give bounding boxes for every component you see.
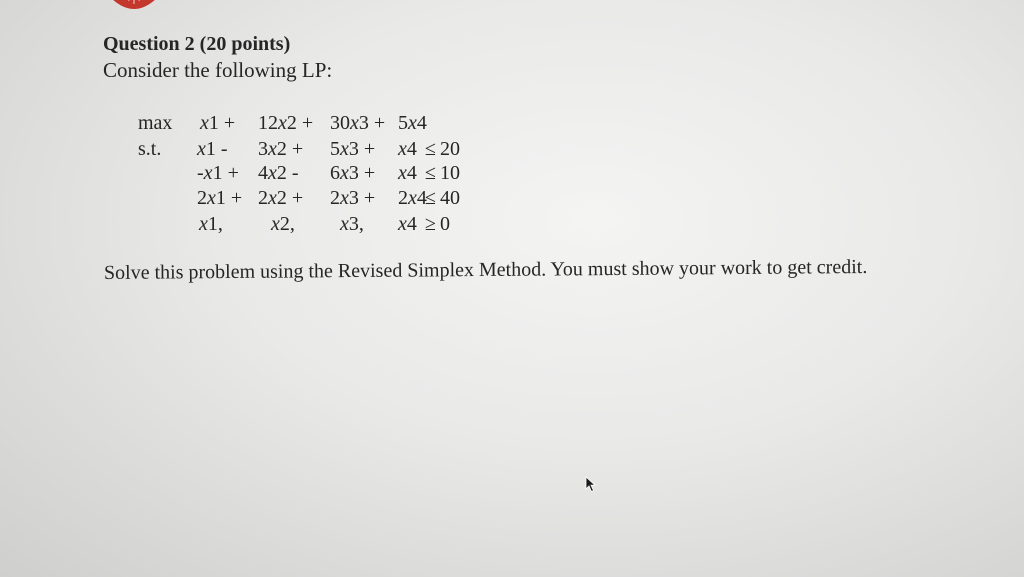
constraint-rhs: 20 bbox=[440, 138, 460, 160]
constraint-term: 6x3 + bbox=[330, 162, 376, 184]
question-title: Question 2 (20 points) bbox=[103, 33, 291, 55]
constraint-term: 4x2 - bbox=[258, 162, 299, 184]
nonnegativity-term: x3, bbox=[340, 213, 364, 235]
constraint-term: 2x3 + bbox=[330, 187, 376, 209]
nonnegativity-rhs: 0 bbox=[440, 213, 450, 235]
objective-term: 5x4 bbox=[398, 112, 427, 134]
subject-to-label: s.t. bbox=[138, 138, 162, 160]
question-intro: Consider the following LP: bbox=[103, 58, 333, 82]
objective-term: 30x3 + bbox=[330, 112, 386, 134]
mouse-cursor-icon bbox=[585, 476, 597, 493]
constraint-term: 3x2 + bbox=[258, 138, 304, 160]
relation-symbol: ≥ bbox=[425, 213, 436, 235]
nonnegativity-term: x4 bbox=[398, 213, 417, 235]
constraint-term: x1 - bbox=[197, 138, 228, 160]
relation-symbol: ≤ bbox=[425, 187, 436, 209]
instruction-text: Solve this problem using the Revised Simplex Method. You must show your work to get credit. bbox=[103, 256, 868, 284]
constraint-rhs: 10 bbox=[440, 162, 460, 184]
constraint-term: x4 bbox=[398, 162, 417, 184]
objective-term: x1 + bbox=[200, 112, 236, 134]
constraint-rhs: 40 bbox=[440, 187, 460, 209]
constraint-term: 2x4 bbox=[398, 187, 427, 209]
constraint-term: 2x1 + bbox=[197, 187, 243, 209]
relation-symbol: ≤ bbox=[425, 138, 436, 160]
university-logo-icon bbox=[103, 0, 165, 18]
relation-symbol: ≤ bbox=[425, 162, 436, 184]
nonnegativity-term: x1, bbox=[199, 213, 223, 235]
constraint-term: x4 bbox=[398, 138, 417, 160]
constraint-term: -x1 + bbox=[197, 162, 239, 184]
constraint-term: 2x2 + bbox=[258, 187, 304, 209]
constraint-term: 5x3 + bbox=[330, 138, 376, 160]
objective-term: 12x2 + bbox=[258, 112, 314, 134]
nonnegativity-term: x2, bbox=[271, 213, 295, 235]
objective-label: max bbox=[138, 112, 173, 134]
